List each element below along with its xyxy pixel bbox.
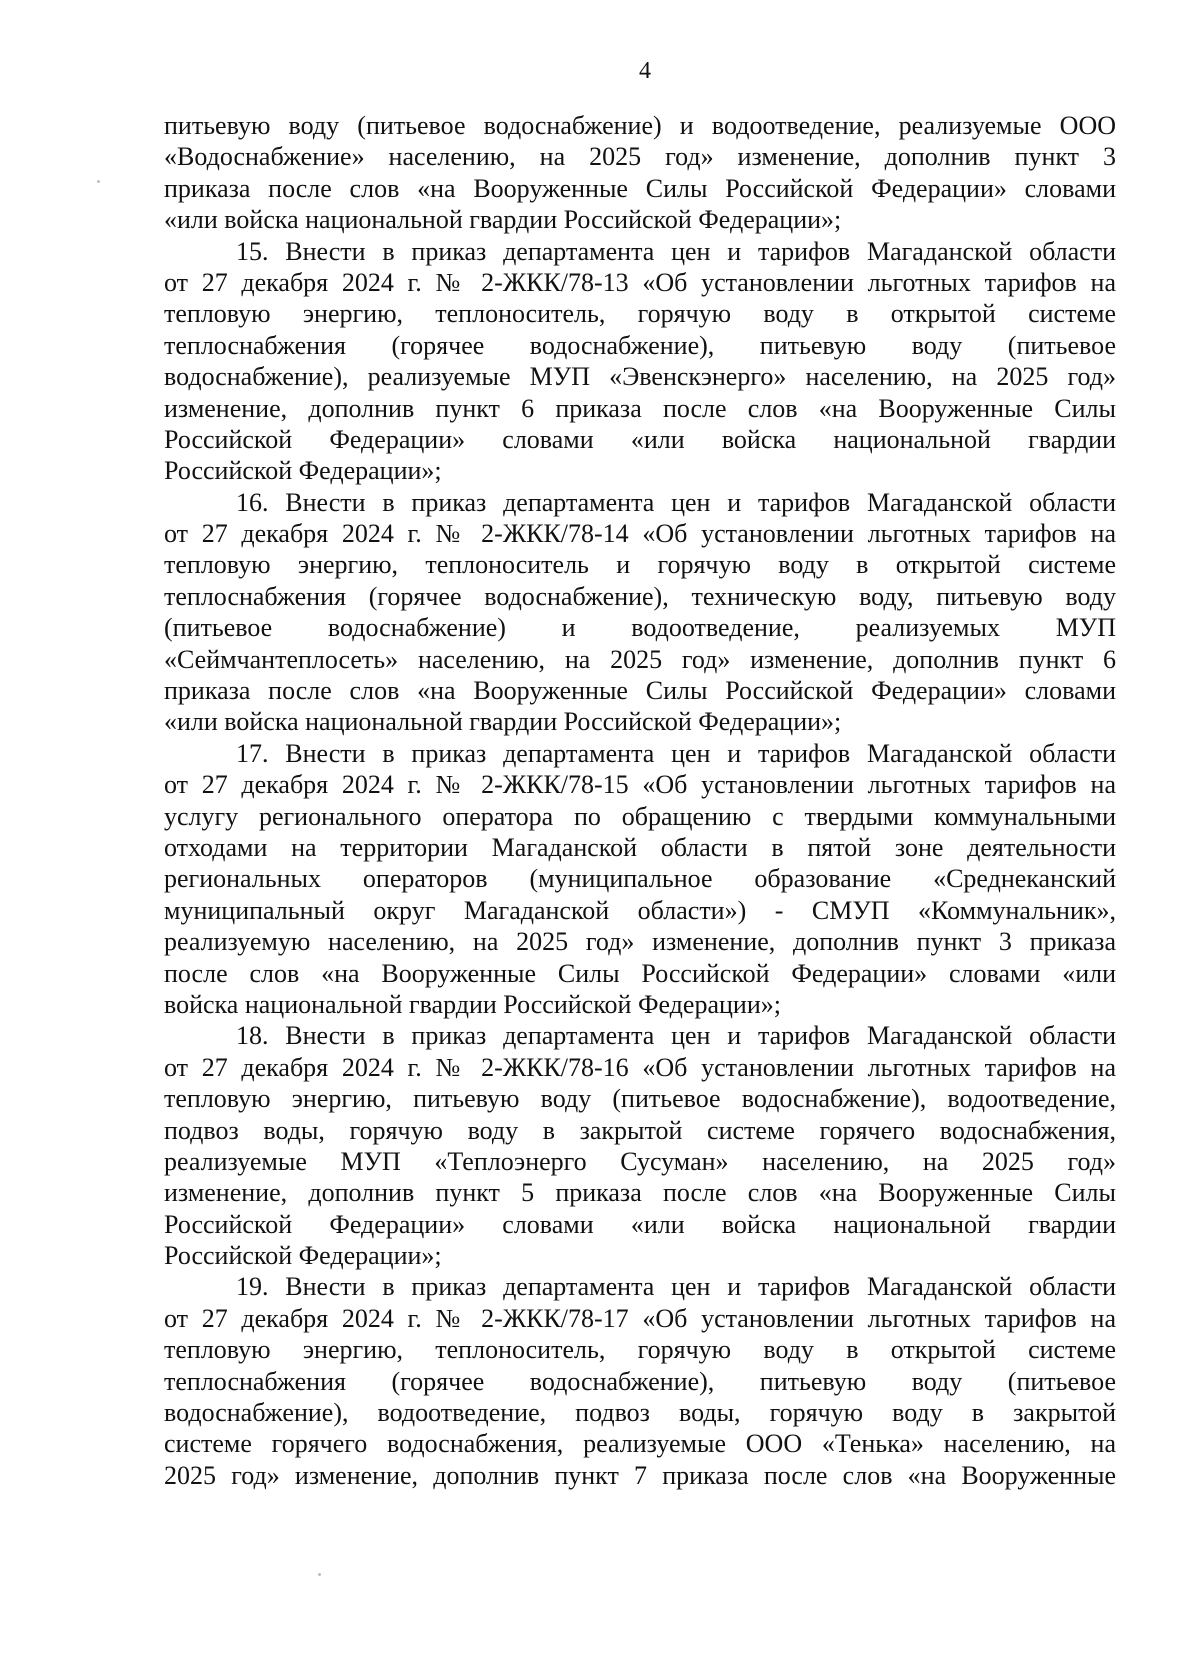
text-line: Российской Федерации» словами «или войска национальной гвардии bbox=[164, 424, 1116, 454]
text-line: системе горячего водоснабжения, реализуемые ООО «Тенька» населению, на bbox=[164, 1429, 1116, 1459]
text-line: тепловую энергию, теплоноситель, горячую воду в открытой системе bbox=[164, 299, 1116, 329]
scan-artifact bbox=[318, 1573, 321, 1576]
text-line: реализуемые МУП «Теплоэнерго Сусуман» населению, на 2025 год» bbox=[164, 1146, 1116, 1176]
text-line: муниципальный округ Магаданской области») - СМУП «Коммунальник», bbox=[164, 895, 1116, 925]
text-line: теплоснабжения (горячее водоснабжение), питьевую воду (питьевое bbox=[164, 330, 1116, 360]
text-line: «Сеймчантеплосеть» населению, на 2025 год» изменение, дополнив пункт 6 bbox=[164, 644, 1116, 674]
item-17-first-line: 17. Внести в приказ департамента цен и тарифов Магаданской области bbox=[236, 738, 1116, 768]
document-body bbox=[164, 110, 1116, 1491]
text-line: от 27 декабря 2024 г. № 2-ЖКК/78-17 «Об установлении льготных тарифов на bbox=[164, 1303, 1116, 1333]
text-line: «Водоснабжение» населению, на 2025 год» изменение, дополнив пункт 3 bbox=[164, 142, 1116, 172]
text-line: после слов «на Вооруженные Силы Российской Федерации» словами «или bbox=[164, 958, 1116, 988]
text-line: водоснабжение), водоотведение, подвоз воды, горячую воду в закрытой bbox=[164, 1398, 1116, 1428]
item-19-first-line: 19. Внести в приказ департамента цен и тарифов Магаданской области bbox=[236, 1272, 1116, 1302]
text-line: отходами на территории Магаданской области в пятой зоне деятельности bbox=[164, 832, 1116, 862]
text-line: от 27 декабря 2024 г. № 2-ЖКК/78-16 «Об установлении льготных тарифов на bbox=[164, 1052, 1116, 1082]
item-18-first-line: 18. Внести в приказ департамента цен и тарифов Магаданской области bbox=[236, 1021, 1116, 1051]
text-line: (питьевое водоснабжение) и водоотведение, реализуемых МУП bbox=[164, 613, 1116, 643]
text-line: Российской Федерации»; bbox=[164, 456, 442, 486]
text-line: изменение, дополнив пункт 6 приказа после слов «на Вооруженные Силы bbox=[164, 393, 1116, 423]
text-line: теплоснабжения (горячее водоснабжение), питьевую воду (питьевое bbox=[164, 1366, 1116, 1396]
text-line: водоснабжение), реализуемые МУП «Эвенскэнерго» населению, на 2025 год» bbox=[164, 362, 1116, 392]
text-line: приказа после слов «на Вооруженные Силы Российской Федерации» словами bbox=[164, 173, 1116, 203]
text-line: Российской Федерации»; bbox=[164, 1241, 442, 1271]
text-line: войска национальной гвардии Российской Федерации»; bbox=[164, 989, 781, 1019]
text-line: теплоснабжения (горячее водоснабжение), техническую воду, питьевую воду bbox=[164, 581, 1116, 611]
page-number: 4 bbox=[639, 58, 651, 84]
text-line: региональных операторов (муниципальное образование «Среднеканский bbox=[164, 864, 1116, 894]
text-line: тепловую энергию, теплоноситель, горячую воду в открытой системе bbox=[164, 1335, 1116, 1365]
text-line: «или войска национальной гвардии Российской Федерации»; bbox=[164, 205, 842, 235]
item-15-first-line: 15. Внести в приказ департамента цен и тарифов Магаданской области bbox=[236, 236, 1116, 266]
text-line: тепловую энергию, питьевую воду (питьевое водоснабжение), водоотведение, bbox=[164, 1084, 1116, 1114]
text-line: 2025 год» изменение, дополнив пункт 7 приказа после слов «на Вооруженные bbox=[164, 1460, 1116, 1490]
text-line: тепловую энергию, теплоноситель и горячую воду в открытой системе bbox=[164, 550, 1116, 580]
text-line: услугу регионального оператора по обращению с твердыми коммунальными bbox=[164, 801, 1116, 831]
text-line: питьевую воду (питьевое водоснабжение) и водоотведение, реализуемые ООО bbox=[164, 111, 1116, 140]
scan-artifact bbox=[97, 180, 100, 183]
text-line: «или войска национальной гвардии Российской Федерации»; bbox=[164, 707, 842, 737]
text-line: от 27 декабря 2024 г. № 2-ЖКК/78-13 «Об установлении льготных тарифов на bbox=[164, 267, 1116, 297]
item-16-first-line: 16. Внести в приказ департамента цен и тарифов Магаданской области bbox=[236, 487, 1116, 517]
text-line: подвоз воды, горячую воду в закрытой системе горячего водоснабжения, bbox=[164, 1115, 1116, 1145]
text-line: изменение, дополнив пункт 5 приказа после слов «на Вооруженные Силы bbox=[164, 1178, 1116, 1208]
text-line: Российской Федерации» словами «или войска национальной гвардии bbox=[164, 1209, 1116, 1239]
text-line: приказа после слов «на Вооруженные Силы Российской Федерации» словами bbox=[164, 676, 1116, 706]
text-line: от 27 декабря 2024 г. № 2-ЖКК/78-14 «Об установлении льготных тарифов на bbox=[164, 519, 1116, 549]
text-line: реализуемую населению, на 2025 год» изменение, дополнив пункт 3 приказа bbox=[164, 927, 1116, 957]
text-line: от 27 декабря 2024 г. № 2-ЖКК/78-15 «Об установлении льготных тарифов на bbox=[164, 770, 1116, 800]
